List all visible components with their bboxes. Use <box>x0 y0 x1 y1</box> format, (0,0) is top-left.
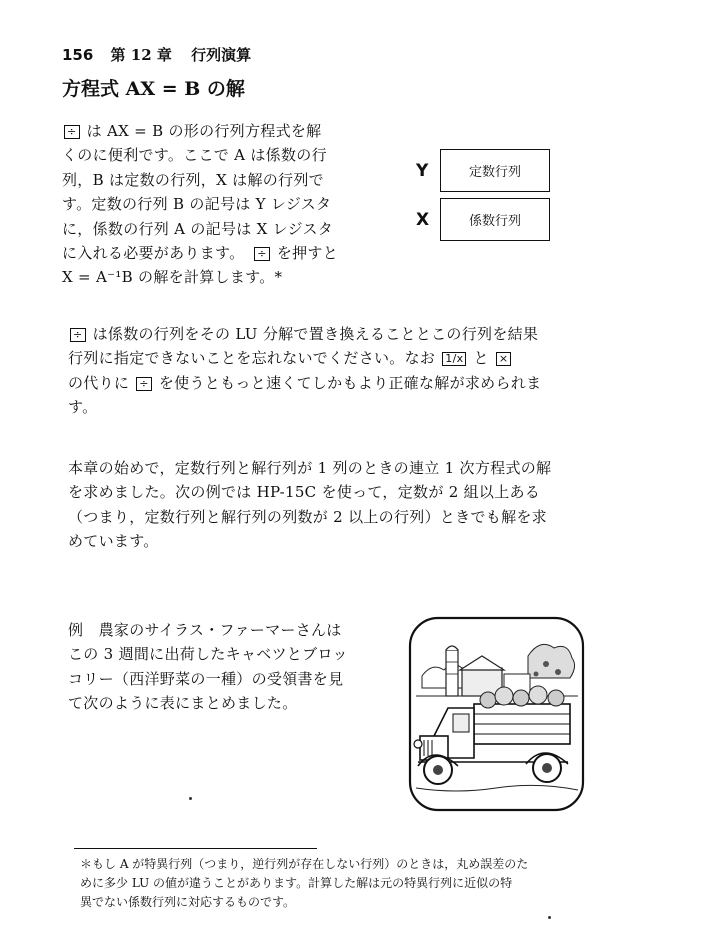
print-speck <box>189 797 192 800</box>
divide-key-icon: ÷ <box>254 247 270 261</box>
text-line: 本章の始めで，定数行列と解行列が 1 列のときの連立 1 次方程式の解 <box>68 459 552 477</box>
print-speck <box>548 916 551 919</box>
farm-truck-illustration <box>408 616 586 814</box>
text-line: 行列に指定できないことを忘れないでください。なお 1/x と × <box>68 346 608 370</box>
chapter-recap-paragraph <box>68 456 608 554</box>
multiply-key-icon: × <box>496 352 512 366</box>
chapter-number: 第 12 章 <box>110 46 172 64</box>
footnote-rule <box>74 848 317 849</box>
text-line: コリー（西洋野菜の一種）の受領書を見 <box>68 669 344 688</box>
text-line: を求めました。次の例では HP-15C を使って，定数が 2 組以上ある <box>68 483 541 502</box>
footnote-line: めに多少 LU の値が違うことがあります。計算した解は元の特異行列に近似の特 <box>80 876 513 890</box>
running-header <box>62 44 251 65</box>
page-number: 156 <box>62 46 94 64</box>
footnote-line: 異でない係数行列に対応するものです。 <box>80 895 296 909</box>
text-line: めています。 <box>68 532 159 551</box>
y-register-label: Y <box>416 161 429 181</box>
x-register-box: 係数行列 <box>440 198 550 241</box>
text-line: 例 農家のサイラス・ファーマーさんは <box>68 621 342 639</box>
x-register-label: X <box>416 210 430 230</box>
section-title: 方程式 AX = B の解 <box>62 78 245 100</box>
reciprocal-key-icon: 1/x <box>442 352 466 366</box>
text-line: に入れる必要があります。 ÷ を押すと <box>62 244 339 263</box>
text-line: X = A⁻¹B の解を計算します。* <box>62 268 283 287</box>
intro-paragraph <box>62 119 382 290</box>
text-line: て次のように表にまとめました。 <box>68 694 298 713</box>
text-line: ÷ は係数の行列をその LU 分解で置き換えることとこの行列を結果 <box>68 322 608 346</box>
y-register-box: 定数行列 <box>440 149 550 192</box>
text-line: （つまり，定数行列と解行列の列数が 2 以上の行列）ときでも解を求 <box>68 507 547 526</box>
divide-key-icon: ÷ <box>70 328 86 342</box>
text-line: す。定数の行列 B の記号は Y レジスタ <box>62 195 332 214</box>
text-line: す。 <box>68 398 98 417</box>
text-line: に，係数の行列 A の記号は X レジスタ <box>62 219 334 238</box>
lu-note-paragraph <box>68 322 608 420</box>
text-line: 列，B は定数の行列，X は解の行列で <box>62 170 324 189</box>
text-line: この 3 週間に出荷したキャベツとブロッ <box>68 645 348 664</box>
chapter-title: 行列演算 <box>191 46 252 64</box>
footnote-line: ＊もし A が特異行列（つまり，逆行列が存在しない行列）のときは，丸め誤差のた <box>80 857 529 871</box>
text-line: くのに便利です。ここで A は係数の行 <box>62 146 327 165</box>
footnote <box>80 855 610 912</box>
example-paragraph <box>68 618 388 716</box>
text-line: ÷ は AX = B の形の行列方程式を解 <box>62 119 382 143</box>
divide-key-icon: ÷ <box>136 377 152 391</box>
text-line: の代りに ÷ を使うともっと速くてしかもより正確な解が求められま <box>68 373 542 392</box>
divide-key-icon: ÷ <box>64 125 80 139</box>
